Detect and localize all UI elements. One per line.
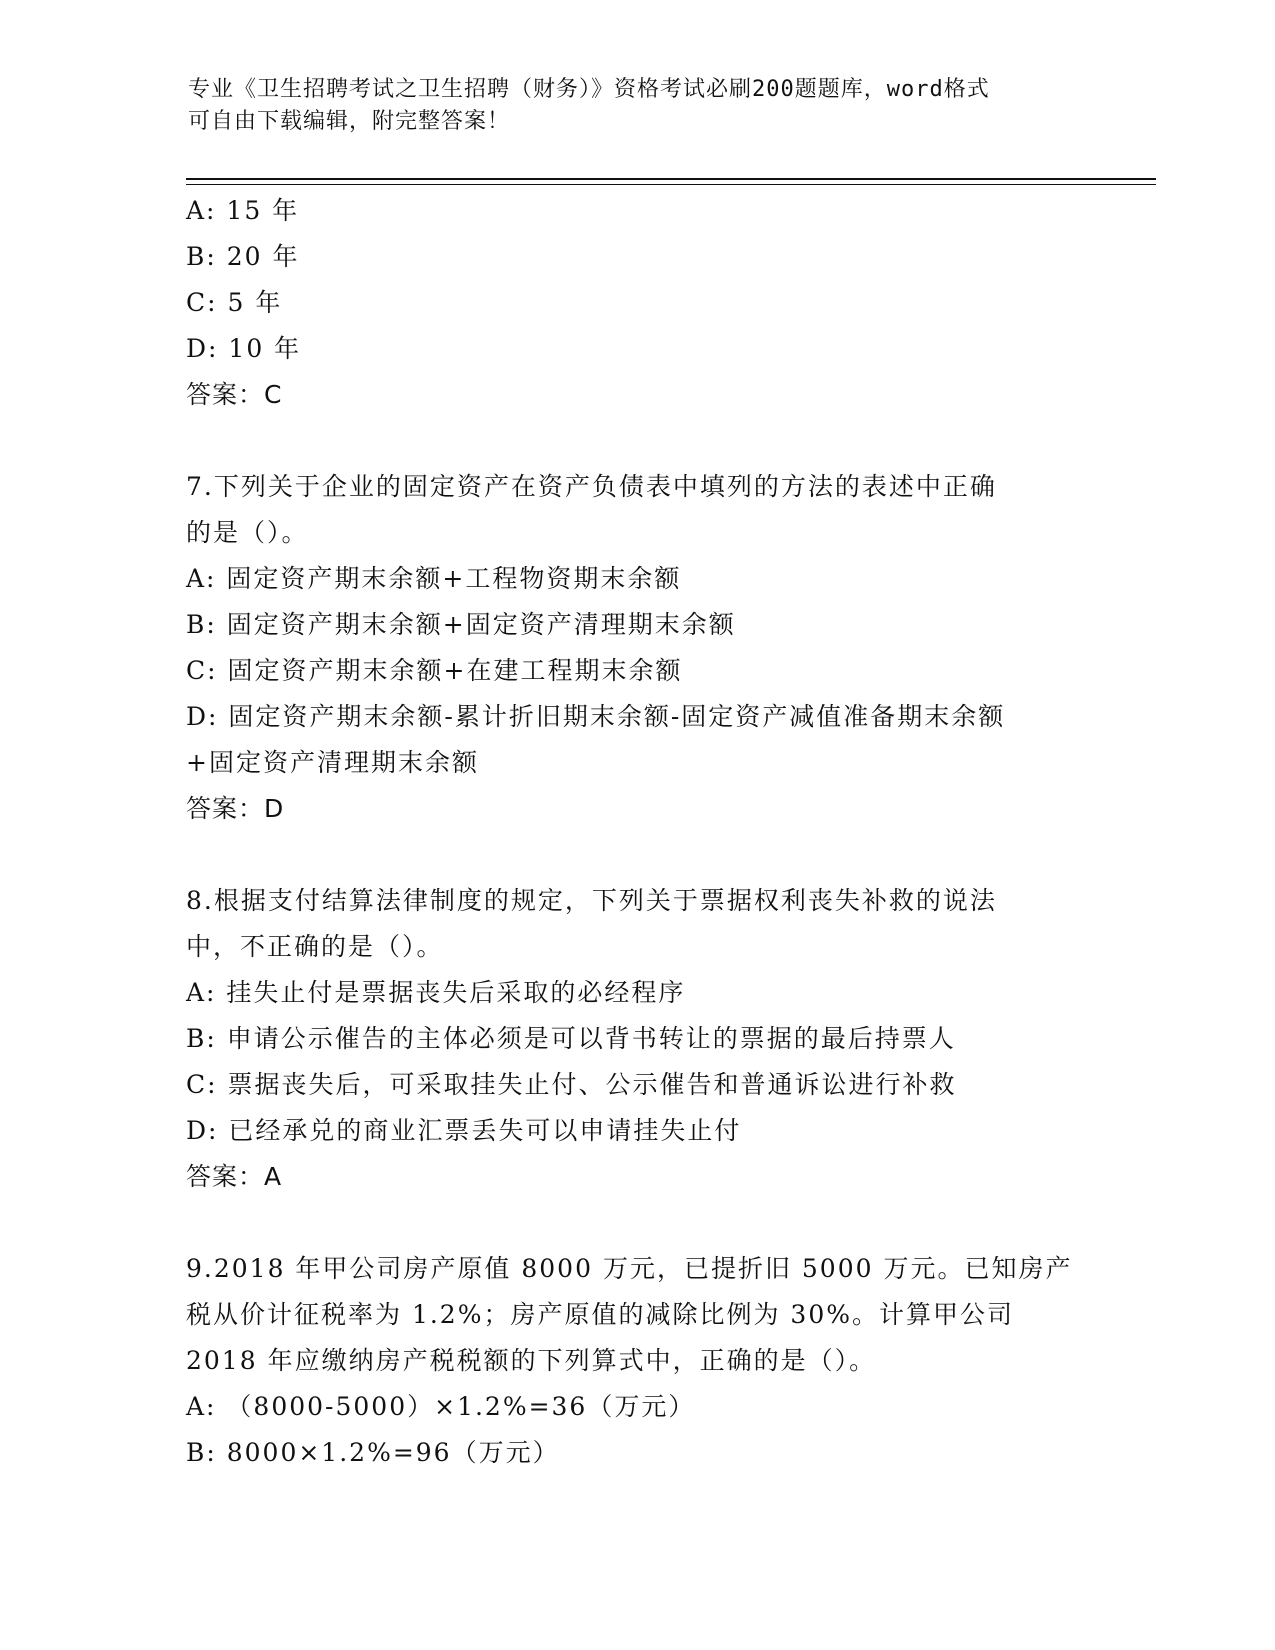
option-d: D: 10 年: [186, 334, 302, 363]
question-6-options: [186, 188, 1086, 418]
option-a: A: 固定资产期末余额+工程物资期末余额: [186, 564, 682, 593]
question-9: [186, 1246, 1086, 1476]
option-b: B: 20 年: [186, 242, 300, 271]
question-8: [186, 878, 1086, 1200]
question-stem-line: 的是（）。: [186, 518, 309, 547]
option-b: B: 固定资产期末余额+固定资产清理期末余额: [186, 610, 736, 639]
answer-line: 答案：A: [186, 1162, 283, 1191]
option-c: C: 票据丧失后，可采取挂失止付、公示催告和普通诉讼进行补救: [186, 1070, 957, 1099]
option-c: C: 固定资产期末余额+在建工程期末余额: [186, 656, 683, 685]
answer-line: 答案：D: [186, 794, 285, 823]
document-body: [186, 188, 1086, 1476]
question-stem-line: 中，不正确的是（）。: [186, 932, 444, 961]
option-d-continued: +固定资产清理期末余额: [186, 748, 479, 777]
option-b: B: 申请公示催告的主体必须是可以背书转让的票据的最后持票人: [186, 1024, 956, 1053]
question-stem-line: 税从价计征税率为 1.2%；房产原值的减除比例为 30%。计算甲公司: [186, 1300, 1014, 1329]
question-7: [186, 464, 1086, 832]
option-d: D: 已经承兑的商业汇票丢失可以申请挂失止付: [186, 1116, 742, 1145]
header-rule-thick: [186, 178, 1156, 180]
option-a: A: 15 年: [186, 196, 300, 225]
option-d: D: 固定资产期末余额-累计折旧期末余额-固定资产减值准备期末余额: [186, 702, 1006, 731]
option-a: A: 挂失止付是票据丧失后采取的必经程序: [186, 978, 686, 1007]
option-a: A: （8000-5000）×1.2%=36（万元）: [186, 1392, 696, 1421]
header-line-1: 专业《卫生招聘考试之卫生招聘（财务）》资格考试必刷200题题库，word格式: [188, 77, 990, 102]
document-header: [188, 74, 1068, 138]
header-line-2: 可自由下载编辑，附完整答案！: [188, 109, 511, 134]
option-c: C: 5 年: [186, 288, 283, 317]
question-stem-line: 8.根据支付结算法律制度的规定，下列关于票据权利丧失补救的说法: [186, 886, 997, 915]
header-rule-thin: [186, 184, 1156, 185]
question-stem-line: 9.2018 年甲公司房产原值 8000 万元，已提折旧 5000 万元。已知房产: [186, 1254, 1073, 1283]
answer-line: 答案：C: [186, 380, 283, 409]
question-stem-line: 2018 年应缴纳房产税税额的下列算式中，正确的是（）。: [186, 1346, 877, 1375]
option-b: B: 8000×1.2%=96（万元）: [186, 1438, 560, 1467]
question-stem-line: 7.下列关于企业的固定资产在资产负债表中填列的方法的表述中正确: [186, 472, 997, 501]
